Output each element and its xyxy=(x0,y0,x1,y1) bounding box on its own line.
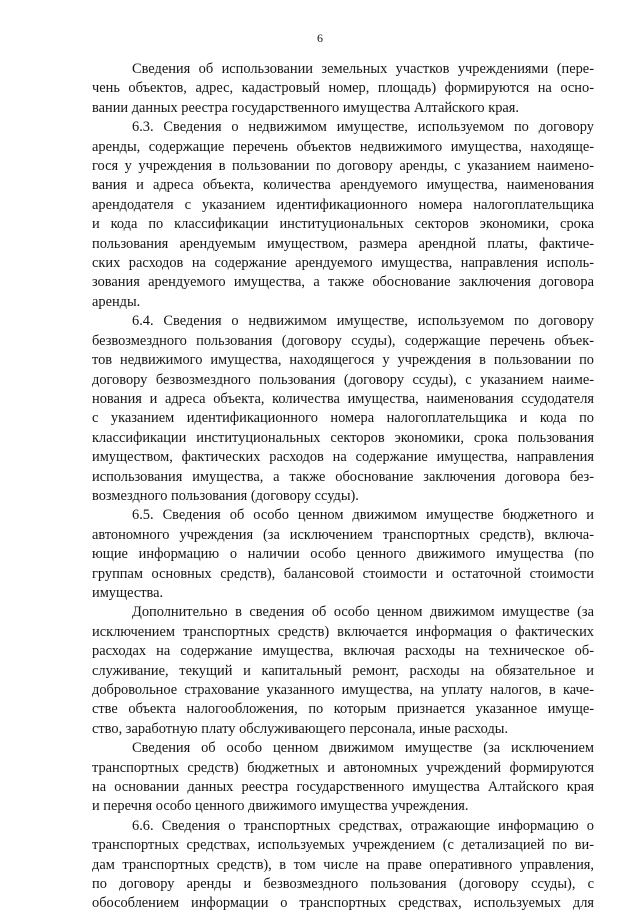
text-line: ских расходов на содержание арендуемого имущества, направления исполь- xyxy=(92,255,594,272)
text-line: чень объектов, адрес, кадастровый номер, площадь) формируются на осно- xyxy=(92,80,594,97)
text-line: и кода по классификации институциональных секторов экономики, срока xyxy=(92,216,594,233)
text-line: транспортных средств) бюджетных и автономных учреждений формируются xyxy=(92,759,594,776)
text-line: гося у учреждения в пользовании по договору аренды, с указанием наимено- xyxy=(92,158,594,175)
text-line: Дополнительно в сведения об особо ценном движимом имуществе (за xyxy=(132,604,594,621)
text-line: безвозмездного пользования (договору ссуды), содержащие перечень объек- xyxy=(92,332,594,349)
document-body xyxy=(92,60,594,914)
text-line: группам основных средств), балансовой стоимости и остаточной стоимости xyxy=(92,565,594,582)
text-line: 6.6. Сведения о транспортных средствах, отражающие информацию о xyxy=(132,817,594,834)
text-line: транспортных средствах, используемых учреждением (с детализацией по ви- xyxy=(92,837,594,854)
text-line: пользования арендуемым имуществом, размера арендной платы, фактиче- xyxy=(92,235,594,252)
text-line: на основании данных реестра государственного имущества Алтайского края xyxy=(92,779,594,796)
paragraph xyxy=(92,817,594,914)
text-line: аренды, содержащие перечень объектов недвижимого имущества, находяще- xyxy=(92,138,594,155)
text-line: 6.4. Сведения о недвижимом имуществе, используемом по договору xyxy=(132,313,594,330)
text-line: исключением транспортных средств) включается информация о фактических xyxy=(92,623,594,640)
text-line: расходах на содержание имущества, включая расходы на техническое об- xyxy=(92,643,594,660)
text-line: ство, заработную плату обслуживающего персонала, иные расходы. xyxy=(92,720,509,737)
text-line: дам транспортных средств), в том числе на праве оперативного управления, xyxy=(92,856,594,873)
text-line: вания и адреса объекта, количества арендуемого имущества, наименования xyxy=(92,177,594,194)
text-line: служивание, текущий и капитальный ремонт, расходы на обязательное и xyxy=(92,662,594,679)
paragraph xyxy=(92,506,594,603)
text-line: аренды. xyxy=(92,293,141,310)
text-line: вании данных реестра государственного имущества Алтайского края. xyxy=(92,99,520,116)
page-number: 6 xyxy=(317,31,323,45)
text-line: имуществом, фактических расходов на содержание имущества, направления xyxy=(92,449,594,466)
text-line: нования и адреса объекта, количества имущества, наименования ссудодателя xyxy=(92,390,594,407)
paragraph xyxy=(92,603,594,739)
text-line: тов недвижимого имущества, находящегося у учреждения в пользовании по xyxy=(92,352,594,369)
text-line: использования имущества, а также обоснование заключения договора без- xyxy=(92,468,594,485)
text-line: по договору аренды и безвозмездного пользования (договору ссуды), с xyxy=(92,876,594,893)
paragraph xyxy=(92,60,594,118)
text-line: Сведения об использовании земельных участков учреждениями (пере- xyxy=(132,61,594,77)
text-line: 6.5. Сведения об особо ценном движимом имуществе бюджетного и xyxy=(132,507,594,524)
text-line: зования арендуемого имущества, а также обоснование заключения договора xyxy=(92,274,594,291)
text-line: и перечня особо ценного движимого имущества учреждения. xyxy=(92,798,469,815)
paragraph xyxy=(92,739,594,817)
text-line: ющие информацию о наличии особо ценного движимого имущества (по xyxy=(92,546,594,563)
text-line: обособлением информации о транспортных средствах, используемых для xyxy=(92,895,594,912)
paragraph xyxy=(92,118,594,312)
text-line: договору безвозмездного пользования (договору ссуды), с указанием наиме- xyxy=(92,371,594,388)
paragraph xyxy=(92,312,594,506)
text-line: Сведения об особо ценном движимом имуществе (за исключением xyxy=(132,740,594,757)
text-line: возмездного пользования (договору ссуды). xyxy=(92,487,359,504)
text-line: автономного учреждения (за исключением транспортных средств), включа- xyxy=(92,526,594,543)
text-line: арендодателя с указанием идентификационного номера налогоплательщика xyxy=(92,196,594,213)
text-line: с указанием идентификационного номера налогоплательщика и кода по xyxy=(92,410,594,427)
text-line: классификации институциональных секторов экономики, срока пользования xyxy=(92,429,594,446)
text-line: 6.3. Сведения о недвижимом имуществе, используемом по договору xyxy=(132,119,594,136)
text-line: добровольное страхование указанного имущества, на уплату налогов, в каче- xyxy=(92,682,594,698)
text-line: стве объекта налогообложения, по которым признается указанное имуще- xyxy=(92,701,594,718)
text-line: имущества. xyxy=(92,584,164,601)
